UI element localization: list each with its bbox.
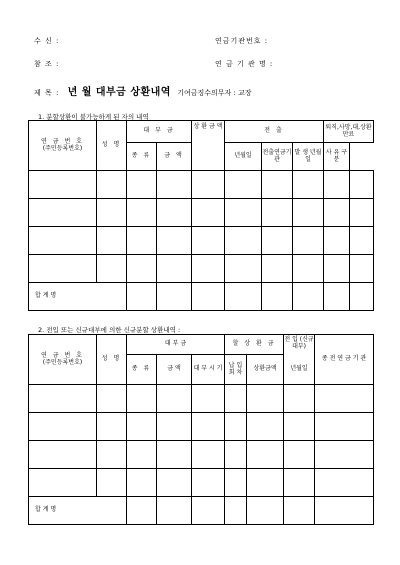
table-row [29, 227, 374, 255]
col-prev-agency: 종 전 연 금 기 관 [315, 335, 374, 385]
reference-label: 참 조 : [34, 60, 60, 68]
col-retire: 퇴직,사망,대,상환만료 [324, 121, 374, 143]
col-name: 성 명 [97, 121, 127, 171]
col-transfer-in-date: 년월일 [284, 355, 315, 385]
col-pension-number: 연 금 번 호 (주민등록번호) [29, 121, 97, 171]
col-loan: 대 부 금 [127, 335, 225, 355]
table-row [29, 413, 374, 441]
col-loan-amount: 금 액 [157, 143, 192, 171]
table-section2 [28, 334, 374, 525]
col-reason: 사 유 구 분 [324, 143, 350, 171]
subject-row [34, 83, 252, 98]
col-repay-count: 납 입 회 차 [225, 355, 247, 385]
total-label: 합 계 명 [29, 283, 127, 311]
table-row [29, 441, 374, 469]
section2-heading: 2. 전입 또는 신규대부에 의한 신규분할 상환내역 : [38, 326, 181, 334]
col-loan-amount: 금 액 [157, 355, 192, 385]
table-row [29, 171, 374, 199]
col-occur-date: 발 생 년월일 [293, 143, 324, 171]
total-label: 합 계 명 [29, 497, 127, 525]
total-row [29, 497, 374, 525]
col-repay-amount: 상환금액 [247, 355, 284, 385]
col-repay-amount: 상 환 금 액 [192, 121, 225, 171]
col-pension-number: 연 금 번 호 (주민등록번호) [29, 335, 97, 385]
col-loan-type: 종 류 [127, 355, 157, 385]
col-repay: 할 상 환 금 [225, 335, 284, 355]
col-transfer: 전 출 [225, 121, 324, 143]
subject-label: 제 목 : [34, 89, 60, 97]
col-transfer-in: 전 입 (신규 대부) [284, 335, 315, 355]
col-loan-time: 대 부 시 기 [192, 355, 225, 385]
col-name: 성 명 [97, 335, 127, 385]
agency-number-label: 연금기관번호 : [215, 37, 269, 45]
subject-note: 기여금징수의무자 : 교장 [177, 89, 252, 97]
section1-heading: 1. 분할상환이 불가능하게 된 자의 내역 [38, 113, 149, 121]
col-loan: 대 부 금 [127, 121, 192, 143]
table-section1 [28, 120, 374, 311]
col-transfer-agency: 전출연금기관 [262, 143, 293, 171]
table-row [29, 469, 374, 497]
table-row [29, 385, 374, 413]
total-row [29, 283, 374, 311]
table-row [29, 255, 374, 283]
agency-name-label: 연 금 기 관 명 : [215, 60, 274, 68]
col-loan-type: 종 류 [127, 143, 157, 171]
table-row [29, 199, 374, 227]
recipient-label: 수 신 : [34, 37, 60, 45]
col-transfer-date: 년월일 [225, 143, 262, 171]
subject-title: 년 월 대부금 상환내역 [67, 87, 171, 98]
